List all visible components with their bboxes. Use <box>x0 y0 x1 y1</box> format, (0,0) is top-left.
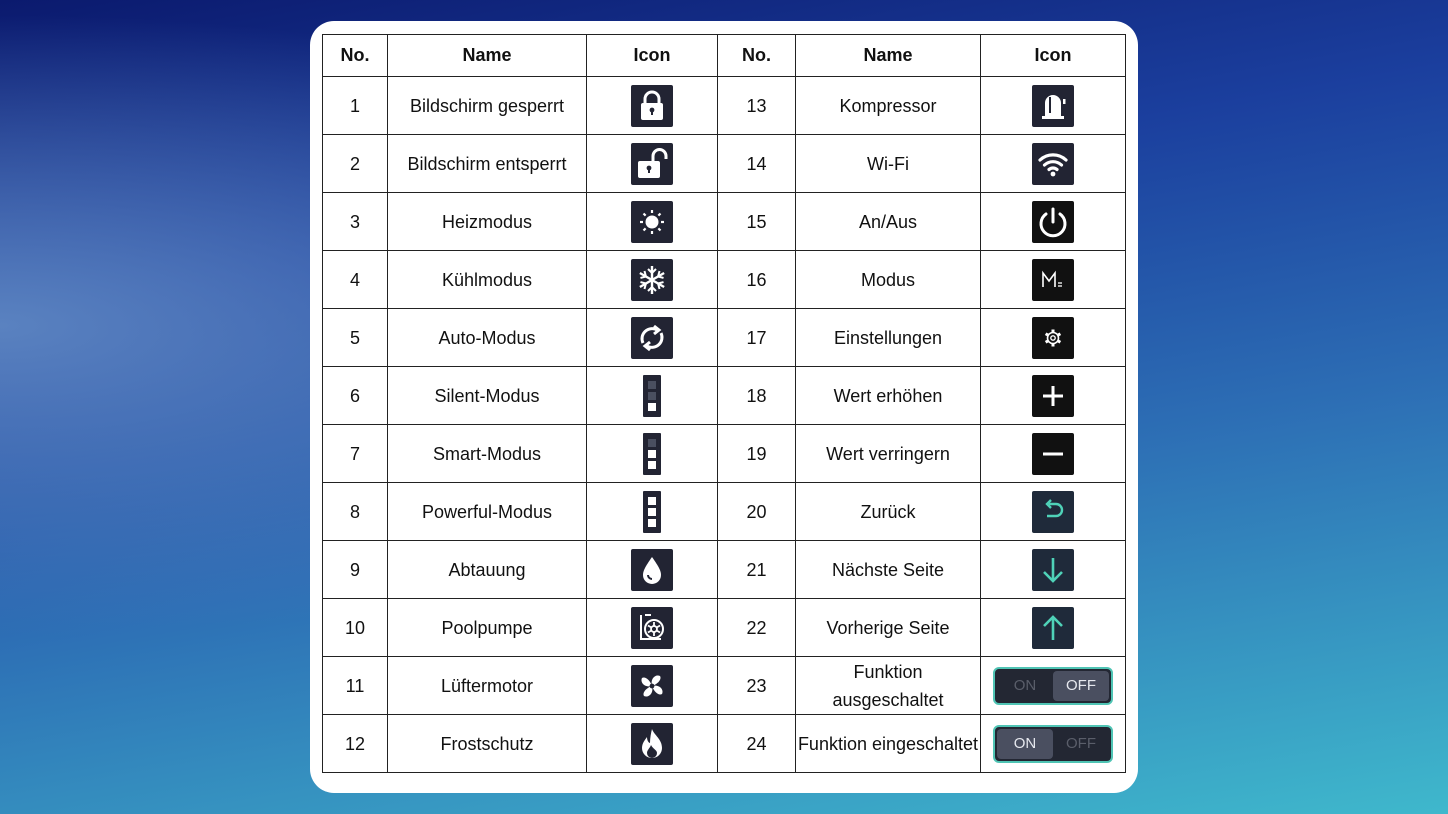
row-name: Wi-Fi <box>796 135 981 193</box>
row-number: 8 <box>323 483 388 541</box>
row-name: Frostschutz <box>388 715 587 773</box>
minus-icon <box>1032 433 1074 475</box>
row-number: 21 <box>718 541 796 599</box>
row-number: 13 <box>718 77 796 135</box>
row-number: 12 <box>323 715 388 773</box>
row-number: 11 <box>323 657 388 715</box>
table-row <box>323 309 1126 367</box>
row-name: Bildschirm gesperrt <box>388 77 587 135</box>
row-name: Auto-Modus <box>388 309 587 367</box>
arrow-up-icon <box>1032 607 1074 649</box>
row-name: Einstellungen <box>796 309 981 367</box>
icon-cell <box>587 135 718 193</box>
mode-icon <box>1032 259 1074 301</box>
row-name: Wert erhöhen <box>796 367 981 425</box>
row-name: Funktion eingeschaltet <box>796 715 981 773</box>
header-icon: Icon <box>587 35 718 77</box>
power-icon <box>1032 201 1074 243</box>
plus-icon <box>1032 375 1074 417</box>
row-name: Powerful-Modus <box>388 483 587 541</box>
toggle-on-label: ON <box>997 729 1053 759</box>
table-row <box>323 425 1126 483</box>
row-number: 1 <box>323 77 388 135</box>
arrow-down-icon <box>1032 549 1074 591</box>
icon-cell <box>981 657 1126 715</box>
row-number: 19 <box>718 425 796 483</box>
row-number: 22 <box>718 599 796 657</box>
header-name: Name <box>796 35 981 77</box>
row-name: Vorherige Seite <box>796 599 981 657</box>
icon-cell <box>587 251 718 309</box>
row-number: 15 <box>718 193 796 251</box>
droplet-icon <box>631 549 673 591</box>
icon-cell <box>981 193 1126 251</box>
icon-cell <box>981 599 1126 657</box>
icon-cell <box>981 135 1126 193</box>
icon-cell <box>587 309 718 367</box>
cycle-icon <box>631 317 673 359</box>
row-number: 2 <box>323 135 388 193</box>
row-number: 10 <box>323 599 388 657</box>
table-row <box>323 77 1126 135</box>
icon-cell <box>587 541 718 599</box>
level-2-icon <box>643 433 661 475</box>
icon-cell <box>587 367 718 425</box>
toggle-off-label: OFF <box>1066 735 1096 752</box>
row-number: 14 <box>718 135 796 193</box>
table-row <box>323 193 1126 251</box>
table-row <box>323 251 1126 309</box>
toggle-off-icon <box>993 667 1113 705</box>
table-row <box>323 367 1126 425</box>
icon-cell <box>587 483 718 541</box>
icon-cell <box>981 715 1126 773</box>
icon-cell <box>587 193 718 251</box>
level-1-icon <box>643 375 661 417</box>
row-name: Smart-Modus <box>388 425 587 483</box>
header-row <box>323 35 1126 77</box>
row-number: 18 <box>718 367 796 425</box>
header-no: No. <box>323 35 388 77</box>
row-number: 20 <box>718 483 796 541</box>
row-name: An/Aus <box>796 193 981 251</box>
table-row <box>323 483 1126 541</box>
icon-cell <box>981 541 1126 599</box>
icon-cell <box>981 309 1126 367</box>
lock-closed-icon <box>631 85 673 127</box>
row-number: 3 <box>323 193 388 251</box>
row-number: 24 <box>718 715 796 773</box>
back-arrow-icon <box>1032 491 1074 533</box>
row-name: Kühlmodus <box>388 251 587 309</box>
icon-cell <box>981 367 1126 425</box>
row-name: Silent-Modus <box>388 367 587 425</box>
table-row <box>323 715 1126 773</box>
header-name: Name <box>388 35 587 77</box>
toggle-off-label: OFF <box>1053 671 1109 701</box>
row-name: Abtauung <box>388 541 587 599</box>
row-name: Heizmodus <box>388 193 587 251</box>
wifi-icon <box>1032 143 1074 185</box>
compressor-icon <box>1032 85 1074 127</box>
row-number: 5 <box>323 309 388 367</box>
row-name: Zurück <box>796 483 981 541</box>
row-name: Poolpumpe <box>388 599 587 657</box>
icon-cell <box>981 483 1126 541</box>
row-number: 9 <box>323 541 388 599</box>
row-number: 4 <box>323 251 388 309</box>
icon-cell <box>981 251 1126 309</box>
row-name: Wert verringern <box>796 425 981 483</box>
row-number: 7 <box>323 425 388 483</box>
toggle-on-label: ON <box>1013 677 1037 694</box>
gear-icon <box>1032 317 1074 359</box>
document-card <box>310 21 1138 793</box>
sun-icon <box>631 201 673 243</box>
pool-pump-icon <box>631 607 673 649</box>
row-name: Funktion ausgeschaltet <box>796 657 981 715</box>
row-name: Bildschirm entsperrt <box>388 135 587 193</box>
icon-cell <box>587 657 718 715</box>
icon-cell <box>587 425 718 483</box>
icon-cell <box>981 425 1126 483</box>
row-number: 16 <box>718 251 796 309</box>
icon-cell <box>981 77 1126 135</box>
row-name: Nächste Seite <box>796 541 981 599</box>
row-number: 6 <box>323 367 388 425</box>
table-row <box>323 599 1126 657</box>
row-number: 23 <box>718 657 796 715</box>
icon-cell <box>587 599 718 657</box>
row-number: 17 <box>718 309 796 367</box>
fan-icon <box>631 665 673 707</box>
table-row <box>323 657 1126 715</box>
row-name: Modus <box>796 251 981 309</box>
row-name: Lüftermotor <box>388 657 587 715</box>
icon-cell <box>587 715 718 773</box>
icon-cell <box>587 77 718 135</box>
icon-table <box>322 34 1126 773</box>
header-no: No. <box>718 35 796 77</box>
table-row <box>323 541 1126 599</box>
row-name: Kompressor <box>796 77 981 135</box>
toggle-on-icon <box>993 725 1113 763</box>
header-icon: Icon <box>981 35 1126 77</box>
flame-icon <box>631 723 673 765</box>
level-3-icon <box>643 491 661 533</box>
table-row <box>323 135 1126 193</box>
snowflake-icon <box>631 259 673 301</box>
lock-open-icon <box>631 143 673 185</box>
